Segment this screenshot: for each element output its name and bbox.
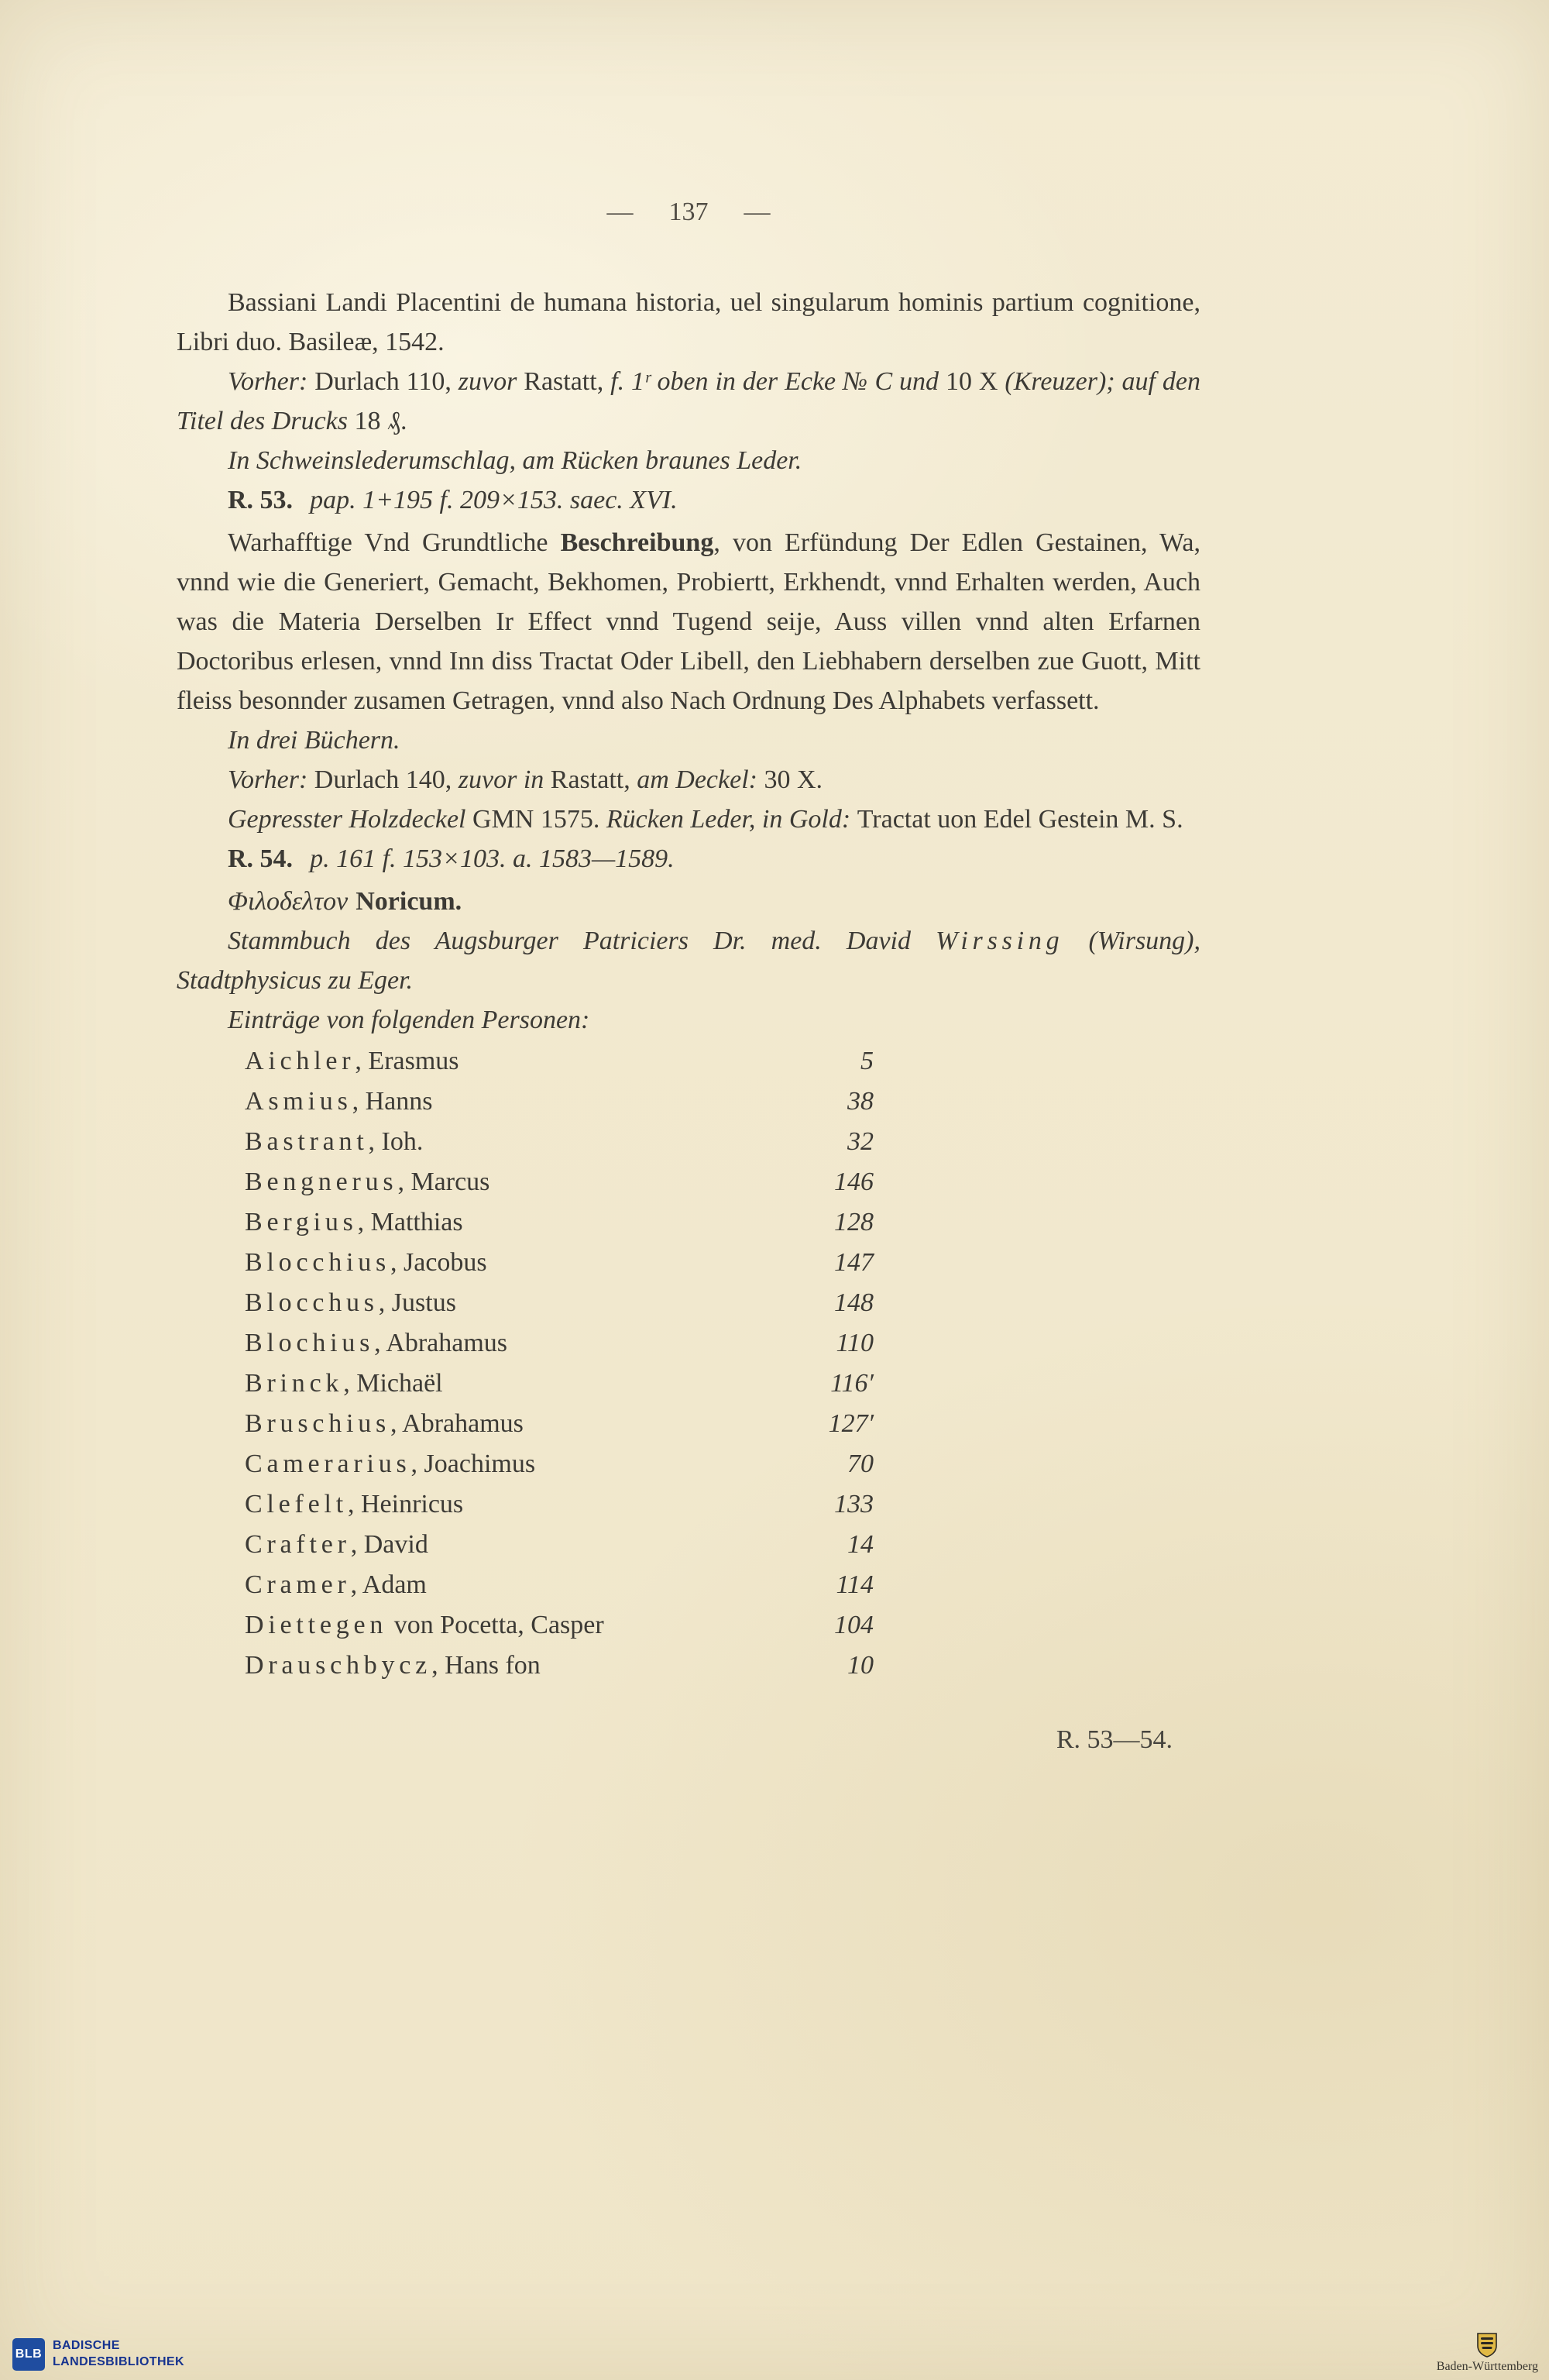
person-page-number: 32 xyxy=(847,1127,874,1156)
person-page-number: 148 xyxy=(834,1288,874,1317)
binding-segment: Gepresster Holzdeckel xyxy=(228,805,472,834)
person-list-item xyxy=(245,1283,874,1323)
stammbuch-name-spaced: Wirssing xyxy=(936,927,1064,955)
person-page-number: 70 xyxy=(847,1450,874,1478)
person-name xyxy=(245,1162,489,1202)
person-firstname: von Pocetta, Casper xyxy=(387,1611,604,1639)
person-surname: Bergius xyxy=(245,1208,358,1236)
person-list-item xyxy=(245,1565,874,1605)
provenance-segment: (Kreuzer); auf den Titel des Drucks xyxy=(177,367,1201,435)
entry-r53-number: R. 53. xyxy=(228,486,294,514)
page-number: 137 xyxy=(668,198,709,226)
provenance-segment: zuvor xyxy=(458,367,524,396)
entry-r53-binding xyxy=(177,800,1200,839)
person-surname: Asmius xyxy=(245,1087,352,1116)
person-name xyxy=(245,1364,443,1404)
entry-r54-title xyxy=(177,882,1200,921)
person-list-item xyxy=(245,1323,874,1364)
library-name-line1: BADISCHE xyxy=(53,2339,120,2353)
entry-r53-description xyxy=(177,523,1200,721)
provenance-segment: Vorher: xyxy=(228,367,315,396)
provenance-segment: Vorher: xyxy=(228,765,314,794)
person-list-item xyxy=(245,1041,874,1082)
entry-landi-provenance xyxy=(177,362,1200,441)
page-content xyxy=(177,192,1200,1759)
person-firstname: , David xyxy=(350,1530,428,1559)
latin-title: Noricum. xyxy=(355,887,462,916)
person-list xyxy=(177,1041,1200,1686)
person-page-number: 5 xyxy=(860,1047,874,1075)
person-name xyxy=(245,1605,604,1646)
person-name xyxy=(245,1444,535,1484)
person-list-item xyxy=(245,1525,874,1565)
entry-r53-provenance xyxy=(177,760,1200,800)
binding-segment: Rücken Leder, in Gold: xyxy=(606,805,857,834)
description-segment-bold: Beschreibung xyxy=(560,528,714,557)
person-page-number: 128 xyxy=(834,1208,874,1236)
binding-segment: Tractat uon Edel Gestein M. S. xyxy=(857,805,1183,834)
running-signature: R. 53—54. xyxy=(1056,1725,1173,1754)
person-name xyxy=(245,1565,427,1605)
provenance-segment: f. 1ʳ oben in der Ecke № C und xyxy=(610,367,946,396)
person-firstname: , Marcus xyxy=(397,1168,490,1196)
person-firstname: , Hanns xyxy=(352,1087,433,1116)
entry-r53-books: In drei Büchern. xyxy=(228,726,400,755)
person-surname: Drauschbycz xyxy=(245,1651,432,1680)
description-segment: , von Erfündung Der Edlen Gestainen, Wa, vnnd wie die Generiert, Gemacht, Bekhomen, Probiertt, Erkhendt, vnnd Erhalten werden, Auch was die Materia Derselben Ir Effect vnnd Tugend seije, Auss villen vnnd alten Erfarnen Doctoribus erlesen, vnnd Inn diss Tractat Oder Libell, den Liebhabern derselben zue Guott, Mitt fleiss besonnder zusamen Getragen, vnnd also Nach Ordnung Des Alphabets verfassett. xyxy=(177,528,1200,715)
header-dash-left: — xyxy=(606,198,634,226)
coat-of-arms-icon xyxy=(1475,2332,1499,2358)
stammbuch-segment: (Wirsung), Stadtphysicus zu Eger. xyxy=(177,927,1200,995)
person-surname: Diettegen xyxy=(245,1611,388,1639)
person-name xyxy=(245,1484,463,1525)
person-list-item xyxy=(245,1364,874,1404)
person-firstname: , Heinricus xyxy=(347,1490,464,1518)
person-list-item xyxy=(245,1404,874,1444)
person-page-number: 133 xyxy=(834,1490,874,1518)
entry-r54-heading xyxy=(177,839,1200,879)
entry-landi-title: Bassiani Landi Placentini de humana historia, uel singularum hominis partium cognitione, Libri duo. Basileæ, 1542. xyxy=(177,288,1200,356)
person-list-item xyxy=(245,1082,874,1122)
person-surname: Cramer xyxy=(245,1570,351,1599)
person-name xyxy=(245,1525,428,1565)
person-list-item xyxy=(245,1243,874,1283)
person-page-number: 110 xyxy=(836,1329,874,1357)
person-firstname: , Michaël xyxy=(343,1369,443,1398)
person-surname: Camerarius xyxy=(245,1450,411,1478)
person-page-number: 104 xyxy=(834,1611,874,1639)
person-name xyxy=(245,1283,456,1323)
person-name xyxy=(245,1041,459,1082)
provenance-segment: Durlach 110, xyxy=(314,367,459,396)
person-name xyxy=(245,1122,423,1162)
header-dash-right: — xyxy=(744,198,771,226)
person-name xyxy=(245,1323,507,1364)
person-surname: Crafter xyxy=(245,1530,351,1559)
person-surname: Clefelt xyxy=(245,1490,348,1518)
person-name xyxy=(245,1646,541,1686)
person-firstname: , Ioh. xyxy=(368,1127,424,1156)
person-page-number: 114 xyxy=(836,1570,874,1599)
person-name xyxy=(245,1243,487,1283)
person-firstname: , Erasmus xyxy=(355,1047,459,1075)
entry-r53-heading xyxy=(177,480,1200,520)
library-name xyxy=(53,2338,184,2371)
person-firstname: , Adam xyxy=(350,1570,427,1599)
person-firstname: , Abrahamus xyxy=(390,1409,524,1438)
provenance-segment: Rastatt, xyxy=(550,765,637,794)
entry-landi xyxy=(177,283,1200,480)
person-page-number: 146 xyxy=(834,1168,874,1196)
entry-r54-stammbuch xyxy=(177,921,1200,1000)
entry-r54 xyxy=(177,839,1200,1686)
provenance-segment: 10 X xyxy=(945,367,1005,396)
page-header xyxy=(177,192,1200,232)
person-surname: Blocchus xyxy=(245,1288,379,1317)
blb-logo: BLB xyxy=(12,2338,45,2371)
person-surname: Blochius xyxy=(245,1329,375,1357)
person-surname: Bengnerus xyxy=(245,1168,398,1196)
library-branding xyxy=(12,2338,184,2371)
person-list-item xyxy=(245,1484,874,1525)
state-name: Baden-Württemberg xyxy=(1436,2360,1538,2373)
person-firstname: , Joachimus xyxy=(410,1450,536,1478)
person-firstname: , Justus xyxy=(378,1288,456,1317)
person-name xyxy=(245,1404,524,1444)
provenance-segment: zuvor in xyxy=(458,765,551,794)
person-list-item xyxy=(245,1162,874,1202)
provenance-segment: Durlach 140, xyxy=(314,765,459,794)
person-list-item xyxy=(245,1444,874,1484)
person-page-number: 38 xyxy=(847,1087,874,1116)
stammbuch-segment: Stammbuch des Augsburger Patriciers Dr. med. David xyxy=(228,927,936,955)
person-surname: Aichler xyxy=(245,1047,355,1075)
person-firstname: , Jacobus xyxy=(390,1248,487,1277)
binding-segment: GMN 1575. xyxy=(472,805,606,834)
entry-r54-list-intro: Einträge von folgenden Personen: xyxy=(228,1006,590,1034)
person-surname: Bruschius xyxy=(245,1409,391,1438)
greek-title: Φιλοδελτον xyxy=(228,887,349,916)
entry-r53-collation: pap. 1+195 f. 209×153. saec. XVI. xyxy=(310,486,678,514)
person-surname: Blocchius xyxy=(245,1248,391,1277)
person-firstname: , Hans fon xyxy=(431,1651,541,1680)
person-list-item xyxy=(245,1122,874,1162)
person-list-item xyxy=(245,1646,874,1686)
provenance-segment: 18 ₰. xyxy=(354,407,407,435)
person-page-number: 10 xyxy=(847,1651,874,1680)
state-branding xyxy=(1437,2332,1538,2374)
provenance-segment: am Deckel: xyxy=(637,765,764,794)
person-page-number: 14 xyxy=(847,1530,874,1559)
person-list-item xyxy=(245,1605,874,1646)
description-segment: Warhafftige Vnd Grundtliche xyxy=(228,528,561,557)
entry-landi-binding: In Schweinslederumschlag, am Rücken braunes Leder. xyxy=(228,446,802,475)
entry-r54-collation: p. 161 f. 153×103. a. 1583—1589. xyxy=(310,844,675,873)
provenance-segment: Rastatt, xyxy=(524,367,611,396)
person-surname: Brinck xyxy=(245,1369,344,1398)
person-name xyxy=(245,1082,432,1122)
entry-r54-number: R. 54. xyxy=(228,844,294,873)
library-name-line2: LANDESBIBLIOTHEK xyxy=(53,2355,184,2368)
person-page-number: 127′ xyxy=(828,1409,874,1438)
person-firstname: , Abrahamus xyxy=(374,1329,507,1357)
entry-r53 xyxy=(177,480,1200,839)
person-list-item xyxy=(245,1202,874,1243)
person-page-number: 116′ xyxy=(830,1369,874,1398)
person-surname: Bastrant xyxy=(245,1127,369,1156)
person-page-number: 147 xyxy=(834,1248,874,1277)
person-firstname: , Matthias xyxy=(357,1208,463,1236)
person-name xyxy=(245,1202,463,1243)
provenance-segment: 30 X. xyxy=(764,765,823,794)
